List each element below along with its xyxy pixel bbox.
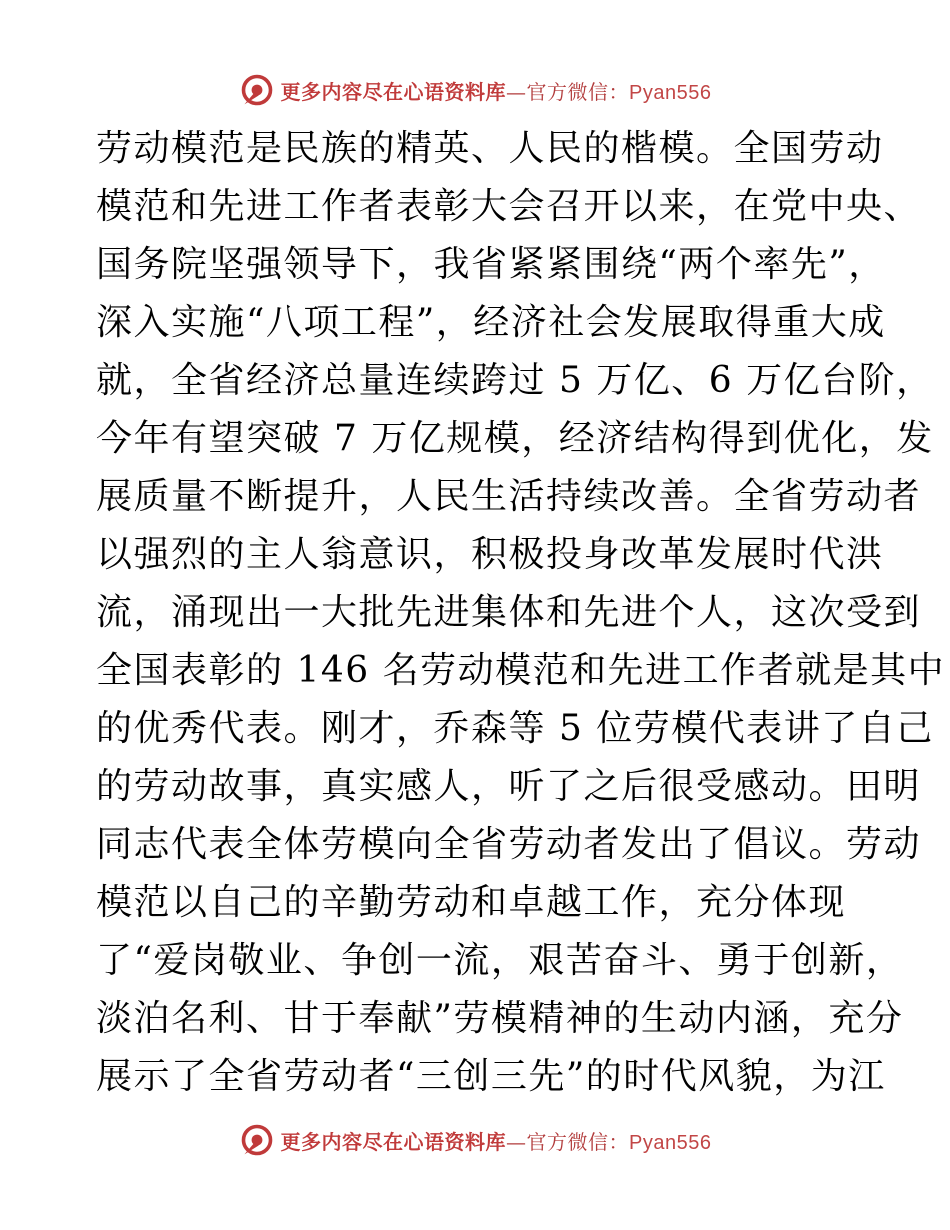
footer-watermark-prefix: 更多内容尽在心语资料库 — [280, 1129, 507, 1154]
body-line: 今年有望突破 7 万亿规模，经济结构得到优化，发 — [96, 418, 934, 459]
body-line: 了“爱岗敬业、争创一流，艰苦奋斗、勇于创新， — [96, 940, 904, 981]
body-line: 全国表彰的 146 名劳动模范和先进工作者就是其中 — [96, 650, 946, 691]
header-watermark-text — [281, 76, 712, 105]
body-line: 淡泊名利、甘于奉献”劳模精神的生动内涵，充分 — [96, 998, 904, 1039]
header-watermark-sep: — — [506, 79, 527, 104]
header-watermark-suffix: 官方微信： — [526, 79, 630, 104]
header-watermark — [0, 68, 950, 112]
body-line: 模范以自己的辛勤劳动和卓越工作，充分体现 — [96, 882, 847, 923]
body-line: 以强烈的主人翁意识，积极投身改革发展时代洪 — [96, 534, 884, 575]
body-line: 就，全省经济总量连续跨过 5 万亿、6 万亿台阶， — [96, 360, 934, 401]
pen-logo-icon — [239, 72, 275, 108]
body-paragraph — [96, 120, 946, 1106]
footer-watermark — [0, 1118, 950, 1162]
body-line: 的优秀代表。刚才，乔森等 5 位劳模代表讲了自己 — [96, 708, 934, 749]
body-line: 展示了全省劳动者“三创三先”的时代风貌，为江 — [96, 1056, 886, 1097]
body-line: 展质量不断提升，人民生活持续改善。全省劳动者 — [96, 476, 922, 517]
body-line: 的劳动故事，真实感人，听了之后很受感动。田明 — [96, 766, 922, 807]
body-line: 国务院坚强领导下，我省紧紧围绕“两个率先”， — [96, 244, 886, 285]
body-line: 深入实施“八项工程”，经济社会发展取得重大成 — [96, 302, 886, 343]
footer-watermark-id: Pyan556 — [629, 1131, 712, 1154]
body-line: 劳动模范是民族的精英、人民的楷模。全国劳动 — [96, 128, 884, 169]
header-watermark-prefix: 更多内容尽在心语资料库 — [280, 79, 507, 104]
footer-watermark-sep: — — [506, 1129, 527, 1154]
footer-watermark-suffix: 官方微信： — [526, 1129, 630, 1154]
footer-watermark-text — [281, 1126, 712, 1155]
body-line: 模范和先进工作者表彰大会召开以来，在党中央、 — [96, 186, 922, 227]
pen-logo-icon — [239, 1122, 275, 1158]
body-line: 同志代表全体劳模向全省劳动者发出了倡议。劳动 — [96, 824, 922, 865]
header-watermark-id: Pyan556 — [629, 81, 712, 104]
body-line: 流，涌现出一大批先进集体和先进个人，这次受到 — [96, 592, 922, 633]
